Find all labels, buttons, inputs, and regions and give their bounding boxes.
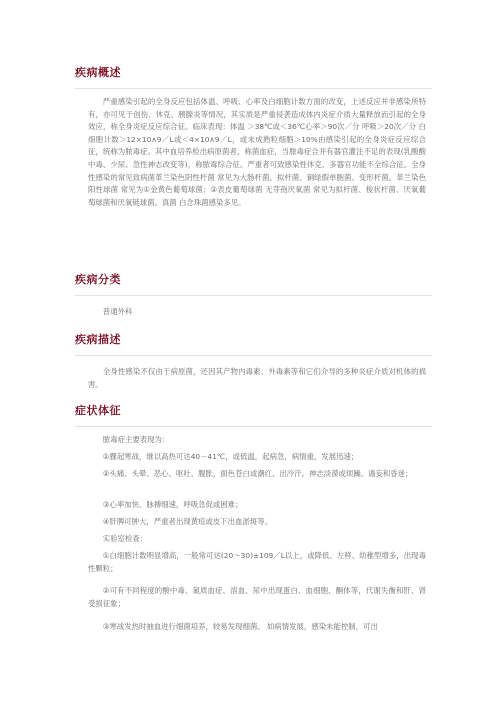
section-title-overview: 疾病概述: [75, 66, 121, 79]
symptom-line: ③寒战发热时抽血进行细菌培养，较易发现细菌。 如病情发展，感染未能控制，可出: [102, 622, 378, 631]
symptom-line: 实验室检查：: [102, 534, 148, 543]
symptom-line: ②可有不同程度的酸中毒、氮质血症、溶血、尿中出现蛋白、血细胞、酮体等，代谢失衡和肝、肾受损征象；: [88, 586, 426, 608]
section-title-description: 疾病描述: [75, 333, 121, 346]
symptom-line: ①骤起寒战，继以高热可达40－41℃，或低温，起病急，病情重，发展迅速；: [102, 452, 359, 461]
section-title-symptoms: 症状体征: [75, 404, 121, 417]
category-paragraph: 普通外科: [102, 307, 133, 316]
symptom-line: ③心率加快、脉搏细速，呼吸急促或困难；: [102, 500, 243, 509]
symptom-line: ②头痛、头晕、恶心、呕吐、腹胀，面色苍白或潮红、出冷汗。神志淡漠或烦躁、谵妄和昏迷；: [102, 469, 413, 478]
section-divider: [75, 88, 432, 89]
section-divider: [75, 426, 432, 427]
overview-paragraph: 严重感染引起的全身反应包括体温、呼吸、心率及白细胞计数方面的改变，上述反应并非感染所特有，亦可见于创伤、休克、胰腺炎等情况，其实质是严重侵袭造成体内炎症介质大量释放而引起的全身效应，称全身炎症反应综合征。临床表现：体温 ＞38℃或＜36℃心率＞90次／分 呼吸＞20次／分 白细胞计数＞12×10∧9／L或＜4×10∧9／L，或未成熟粒细胞＞10%由感染引起的全身炎症反应综合征，统称为脓毒症。其中血培养检出病原菌者，称菌血症，当脓毒症合并有器官灌注不足的表现(乳酸酸中毒、少尿、急性神志改变等)，称脓毒综合征。严重者可致感染性休克、多器官功能不全综合征。全身性感染的常见致病菌革兰染色阴性杆菌 常见为大肠杆菌、拟杆菌、铜绿假单胞菌、变形杆菌。革兰染色阳性球菌 常见为①金黄色葡萄球菌；②表皮葡萄球菌 无芽孢厌氧菌 常见为拟杆菌、梭状杆菌、厌氧葡萄球菌和厌氧链球菌。真菌 白念珠菌感染多见。: [88, 97, 426, 207]
symptom-line: ①白细胞计数明显增高，一般常可达(20～30)±109／L以上，或降低、左移、幼稚型增多，出现毒性颗粒；: [88, 551, 426, 573]
description-paragraph: 全身性感染不仅由于病原菌，还因其产物内毒素、外毒素等和它们介导的多种炎症介质对机体的损害。: [88, 367, 426, 389]
section-divider: [75, 295, 432, 296]
section-title-category: 疾病分类: [75, 273, 121, 286]
symptom-line: 脓毒症主要表现为：: [102, 435, 170, 444]
section-divider: [75, 355, 432, 356]
symptom-line: ④肝脾可肿大，严重者出现黄疸或皮下出血淤斑等。: [102, 517, 273, 526]
